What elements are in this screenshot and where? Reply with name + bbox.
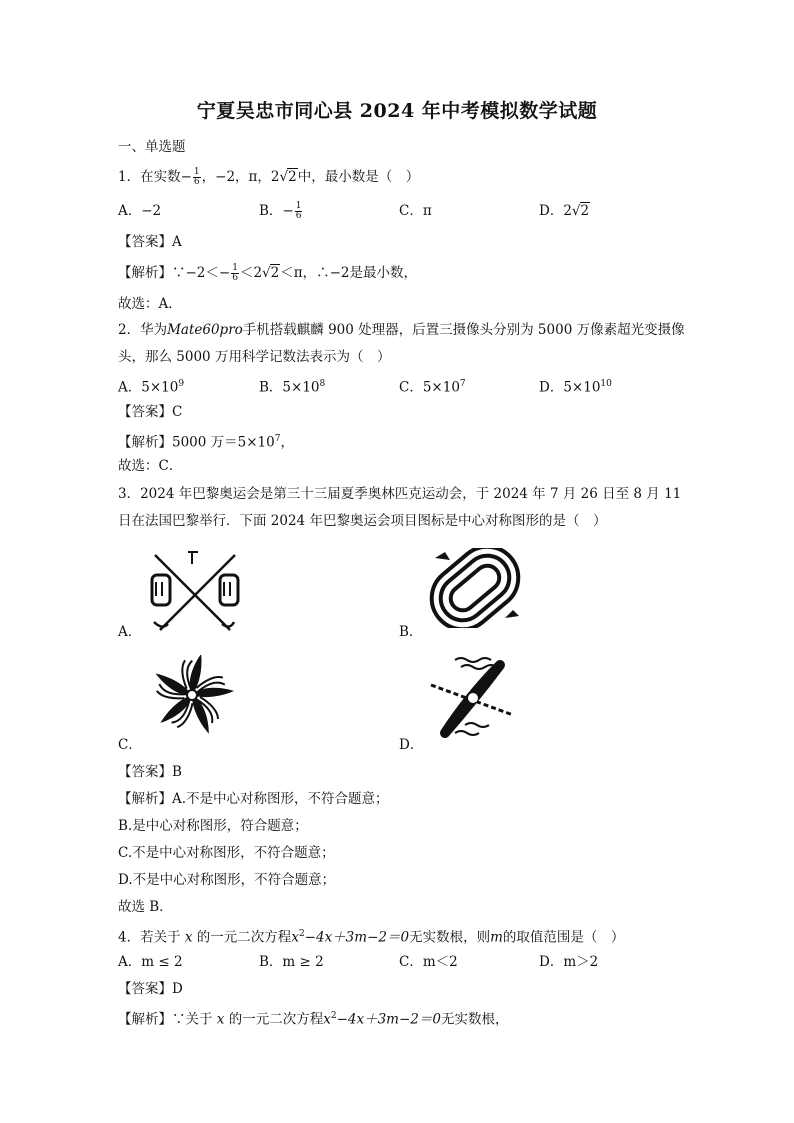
q4-option-a: A．m ≤ 2	[118, 954, 183, 970]
question-4-stem: 4．若关于 x 的一元二次方程$x^2-4x+3m-2=0$无实数根，则m的取值范围是（ ）	[118, 929, 625, 946]
q1-choose: 故选：A．	[118, 296, 182, 312]
q3-analysis-4: D.不是中心对称图形，不符合题意；	[118, 872, 336, 888]
q4-option-c: C．m＜2	[399, 954, 458, 970]
q3-analysis-1: 【解析】A.不是中心对称图形，不符合题意；	[118, 791, 389, 807]
q1-option-c: C．π	[399, 203, 432, 219]
q3-option-c-label: C．	[118, 737, 142, 753]
q4-option-b: B．m ≥ 2	[259, 954, 324, 970]
q2-option-a: A．$5\times 10^9$	[118, 379, 185, 396]
q3-analysis-3: C.不是中心对称图形，不符合题意；	[118, 845, 335, 861]
q4-analysis: 【解析】∵关于 x 的一元二次方程$x^2-4x+3m-2=0$无实数根，	[118, 1011, 509, 1028]
kayak-icon	[425, 655, 520, 740]
q1-answer: 【答案】A	[118, 234, 182, 250]
q3-analysis-2: B.是中心对称图形，符合题意；	[118, 818, 308, 834]
athletics-track-icon	[425, 548, 525, 628]
q2-answer: 【答案】C	[118, 404, 183, 420]
q2-option-d: D．$5\times 10^{10}$	[539, 379, 612, 396]
q3-answer: 【答案】B	[118, 764, 182, 780]
question-3-stem-line1: 3．2024 年巴黎奥运会是第三十三届夏季奥林匹克运动会，于 2024 年 7 月 26 日至 8 月 11	[118, 486, 682, 502]
q2-choose: 故选：C．	[118, 458, 183, 474]
q4-option-d: D．m＞2	[539, 954, 599, 970]
question-2-stem-line2: 头，那么 5000 万用科学记数法表示为（ ）	[118, 349, 391, 365]
section-heading: 一、单选题	[118, 139, 186, 155]
q3-option-b-label: B．	[399, 624, 423, 640]
q1-analysis: 【解析】∵−2＜− $\frac{1}{6}$ ＜2√2＜π，∴−2是最小数，	[118, 263, 418, 283]
question-3-stem-line2: 日在法国巴黎举行．下面 2024 年巴黎奥运会项目图标是中心对称图形的是（ ）	[118, 513, 607, 529]
q2-analysis: 【解析】5000 万$=5\times 10^7$，	[118, 434, 294, 451]
q2-option-c: C．$5\times 10^7$	[399, 379, 466, 396]
fraction: $\frac{1}{6}$	[193, 167, 200, 187]
page-title: 宁夏吴忠市同心县 2024 年中考模拟数学试题	[196, 100, 598, 122]
pinwheel-icon	[145, 655, 240, 735]
q1-option-d: D．2√2	[539, 203, 590, 219]
q3-option-d-label: D．	[399, 737, 424, 753]
q2-option-b: B．$5\times 10^8$	[259, 379, 326, 396]
q3-choose: 故选 B．	[118, 899, 173, 915]
q3-option-a-label: A．	[118, 624, 142, 640]
sqrt: √2	[279, 169, 297, 185]
q1-option-a: A．−2	[118, 203, 162, 219]
question-1-stem: 1．在实数− $\frac{1}{6}$ ，−2，π，2√2中，最小数是（ ）	[118, 167, 420, 187]
question-2-stem-line1: 2．华为Mate60pro手机搭载麒麟 900 处理器，后置三摄像头分别为 5000 万像素超光变摄像	[118, 322, 685, 338]
fencing-icon	[140, 550, 250, 640]
q1-option-b: B．− $\frac{1}{6}$	[259, 201, 302, 221]
q4-answer: 【答案】D	[118, 981, 183, 997]
